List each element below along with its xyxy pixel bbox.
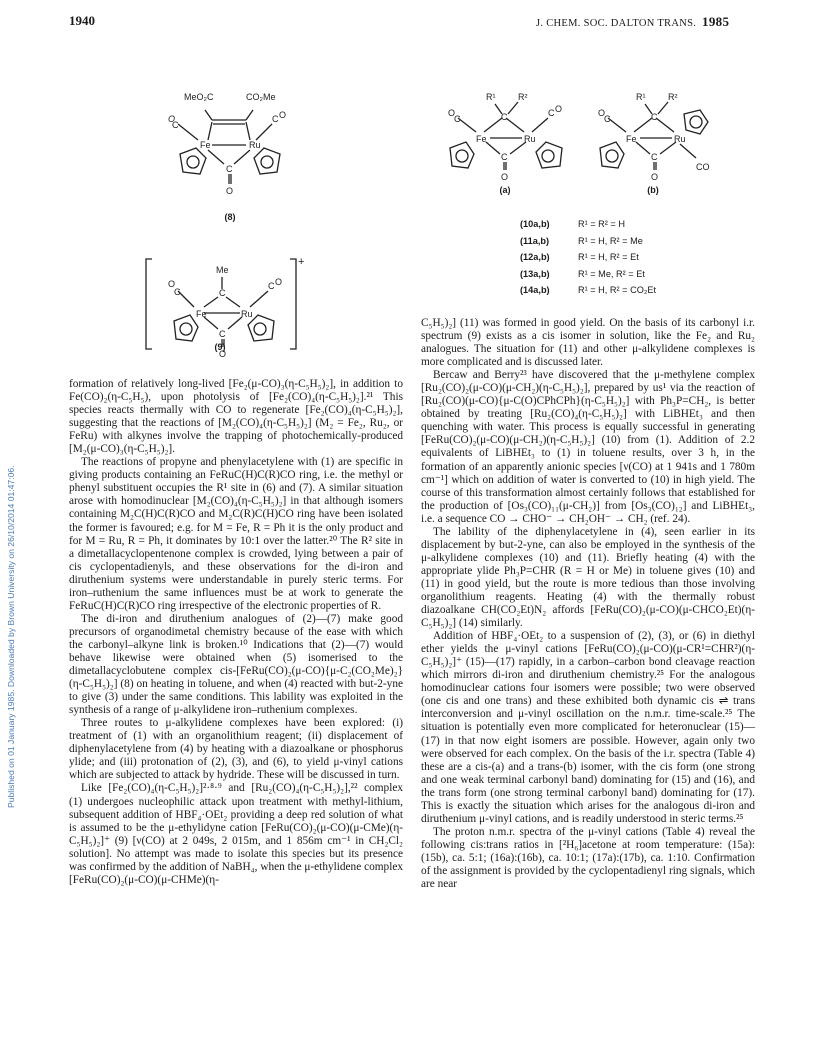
paragraph: Three routes to μ-alkylidene complexes have been explored: (i) treatment of (1) with an organolithium reagent; (ii) displacement of diphenylacetylene from (4) by heating with a diazoalkane or phosphorus ylide; and (iii) protonation of (2), (3), and (6), to yield μ-vinyl cations which are subjected to attack by hydride. These will be discussed in turn. bbox=[69, 717, 403, 782]
sa-ru: Ru bbox=[524, 134, 536, 144]
s9-me: Me bbox=[216, 265, 229, 275]
s8-o-right: O bbox=[279, 110, 287, 120]
s8-c-right: C bbox=[272, 114, 279, 124]
sb-c-top: C bbox=[651, 112, 658, 122]
legend-id: (12a,b) bbox=[520, 252, 550, 262]
s9-o-right: O bbox=[275, 277, 283, 287]
legend-text: R¹ = H, R² = Et bbox=[578, 252, 639, 262]
paragraph: The di-iron and diruthenium analogues of (2)—(7) make good precursors of organodimetal chemistry because of the ease with which the carbonyl–alkyne link is broken.¹⁰ Indications that (2)—(7) would behave likewise were obtained when (5) isomerised to the dimetallacyclobutene complex cis-[FeRu(CO)₂(μ-CO){μ-C₂(CO₂Me)₂}(η-C₅H₅)₂] (8) on heating in toluene, and when (4) reacted with but-2-yne to give (3) under the same conditions. This lability was exploited in the synthesis of a range of μ-alkylidene iron–ruthenium complexes. bbox=[69, 612, 403, 717]
sa-o-left: O bbox=[448, 108, 456, 118]
legend-text: R¹ = H, R² = Me bbox=[578, 235, 643, 246]
sb-o-left: O bbox=[598, 108, 606, 118]
sa-c-left: C bbox=[454, 114, 461, 124]
legend-row bbox=[520, 282, 720, 299]
legend-row bbox=[520, 249, 720, 266]
sb-r1: R¹ bbox=[636, 92, 646, 102]
journal-header bbox=[536, 14, 729, 30]
s9-c-top: C bbox=[219, 288, 226, 298]
substituent-legend bbox=[520, 216, 720, 299]
sb-co-terminal: CO bbox=[696, 162, 710, 172]
sb-c-left: C bbox=[604, 114, 611, 124]
right-column bbox=[421, 317, 755, 891]
journal-name: J. CHEM. SOC. DALTON TRANS. bbox=[536, 18, 697, 29]
structure-8 bbox=[150, 88, 310, 208]
sb-r2: R² bbox=[668, 92, 678, 102]
sb-o-bridge: O bbox=[651, 172, 659, 182]
legend-id: (13a,b) bbox=[520, 268, 550, 279]
s9-c-left: C bbox=[174, 287, 181, 297]
s9-o-bridge: O bbox=[219, 349, 227, 359]
s9-ru: Ru bbox=[241, 309, 253, 319]
legend-id: (11a,b) bbox=[520, 235, 550, 246]
sa-fe: Fe bbox=[476, 134, 487, 144]
left-column bbox=[69, 378, 403, 887]
s8-ester-left: MeO₂C bbox=[184, 92, 214, 102]
s8-o-bridge: O bbox=[226, 186, 234, 196]
paragraph: Like [Fe₂(CO)₄(η-C₅H₅)₂]²·⁸·⁹ and [Ru₂(CO)₄(η-C₅H₅)₂],²² complex (1) undergoes nucleophilic attack upon treatment with methyl-lithium, subsequent addition of HBF₄·OEt₂ providing a deep red solution of what is assumed to be the μ-ethylidyne cation [FeRu(CO)₂(μ-CO)(μ-CMe)(η-C₅H₅)₂]⁺ (9) [ν(CO) at 2 049s, 2 015m, and 1 856m cm⁻¹ in CH₂Cl₂ solution]. No attempt was made to isolate this species but its presence was confirmed by the addition of NaBH₄, when the μ-ethylidene complex [FeRu(CO)₂(μ-CO)(μ-CHMe)(η- bbox=[69, 782, 403, 886]
sa-r1: R¹ bbox=[486, 92, 496, 102]
s9-fe: Fe bbox=[196, 309, 207, 319]
s8-oc-left: O bbox=[168, 114, 176, 124]
structure-a-label: (a) bbox=[499, 185, 511, 195]
legend-row bbox=[520, 266, 720, 283]
structure-b bbox=[590, 88, 720, 183]
legend-id: (14a,b) bbox=[520, 285, 550, 295]
legend-row bbox=[520, 233, 720, 250]
page-number: 1940 bbox=[69, 13, 95, 28]
legend-row bbox=[520, 216, 720, 233]
structure-9-label: (9) bbox=[214, 342, 226, 352]
sa-c-top: C bbox=[501, 112, 508, 122]
download-notice bbox=[4, 190, 20, 810]
structure-b-label: (b) bbox=[647, 185, 659, 195]
s8-ester-right: CO₂Me bbox=[246, 92, 276, 102]
paragraph: formation of relatively long-lived [Fe₂(μ-CO)₃(η-C₅H₅)₂], in addition to Fe(CO)₂(η-C₅H₅), upon photolysis of [Fe₂(CO)₄(η-C₅H₅)₂].²¹ This species reacts thermally with CO to regenerate [Fe₂(CO)₄(η-C₅H₅)₂], suggesting that the reactions of [M₂(CO)₄(η-C₅H₅)₂] (M₂ = Fe₂, Ru₂, or FeRu) with alkynes involve the trapping of photochemically-produced [M₂(μ-CO)₃(η-C₅H₅)₂]. bbox=[69, 378, 403, 456]
paragraph: Bercaw and Berry²³ have discovered that the μ-methylene complex [Ru₂(CO)₂(μ-CO)(μ-CH₂)(η-C₅H₅)₂], prepared by us¹ via the reaction of [Ru₂(CO)(μ-CO){μ-C(O)CPhCPh}(η-C₅H₅)₂] with Ph₃P=CH₂, is better obtained by treating [Ru₂(CO)₄(η-C₅H₅)₂] with LiBHEt₃ and then quenching with water. This process is equally successful in generating [FeRu(CO)₂(μ-CO)(μ-CH₂)(η-C₅H₅)₂] (10) from (1). Addition of 2.2 equivalents of LiBHEt₃ to (1) in toluene results, over 3 h, in the formation of an apparently anionic species [ν(CO) at 1 941s and 1 780m cm⁻¹] which on addition of water is converted to (10) in high yield. The course of this transformation almost certainly follows that established for the production of [Os₃(CO)₁₁(μ-CH₂)] from [Os₃(CO)₁₂] and LiBHEt₃, i.e. a sequence CO → CHO⁻ → CH₂OH⁻ → CH₂ (ref. 24). bbox=[421, 369, 755, 525]
sa-c-right: C bbox=[548, 108, 555, 118]
legend-id: (10a,b) bbox=[520, 219, 550, 229]
s8-c-bridge: C bbox=[226, 164, 233, 174]
legend-text: R¹ = H, R² = CO₂Et bbox=[578, 285, 657, 295]
s9-c-bridge: C bbox=[219, 329, 226, 339]
download-notice-text: Published on 01 January 1985. Downloaded by Brown University on 26/10/2014 01:47:06. bbox=[6, 465, 16, 808]
sa-o-bridge: O bbox=[501, 172, 509, 182]
sa-r2: R² bbox=[518, 92, 528, 102]
s9-c-right: C bbox=[268, 281, 275, 291]
sb-fe: Fe bbox=[626, 134, 637, 144]
s8-c-left: C bbox=[172, 120, 179, 130]
s9-charge: + bbox=[298, 256, 305, 268]
paragraph: C₅H₅)₂] (11) was formed in good yield. On the basis of its carbonyl i.r. spectrum (9) exists as a cis isomer in solution, like the Fe₂ and Ru₂ analogues. The situation for (11) and other μ-alkylidene complexes is more complicated and is discussed later. bbox=[421, 317, 755, 369]
paragraph: The reactions of propyne and phenylacetylene with (1) are specific in giving products containing an FeRuC(H)C(R)CO ring, i.e. the methyl or phenyl substituent occupies the R¹ site in (6) and (7). A similar situation arose with homodinuclear [M₂(CO)₄(η-C₅H₅)₂] in that although isomers containing M₂C(H)C(R)CO and M₂C(R)C(H)CO ring have been isolated the former is favoured; e.g. for M = Fe, R = Ph it is the only product and for M = Ru, R = Ph, it dominates by 10:1 over the latter.²⁰ The R² site in a dimetallacyclopentenone complex is crowded, lying between a pair of cis cyclopentadienyls, and these observations for the di-iron and diruthenium systems were understandable in purely steric terms. For iron–ruthenium the same influences must be at work to generate the FeRuC(H)C(R)CO ring irrespective of the electronic properties of R. bbox=[69, 456, 403, 612]
paragraph: The proton n.m.r. spectra of the μ-vinyl cations (Table 4) reveal the following cis:trans ratios in [²H₆]acetone at room temperature: (15a):(15b), ca. 5:1; (16a):(16b), ca. 10:1; (17a):(17b), ca. 1:10. Confirmation of the assignment is provided by the cyclopentadienyl ring signals, which are near bbox=[421, 825, 755, 891]
legend-text: R¹ = Me, R² = Et bbox=[578, 268, 645, 279]
s8-fe: Fe bbox=[200, 140, 211, 150]
paragraph: The lability of the diphenylacetylene in (4), seen earlier in its displacement by but-2-yne, can also be employed in the synthesis of the μ-alkylidene complexes (10) and (11). Briefly heating (4) with the appropriate ylide Ph₃P=CHR (R = H or Me) in toluene gives (10) and (11) in good yield, but the route is more tedious than those involving organolithium reagents. Heating (4) with the thermally robust diazoalkane CH(CO₂Et)N₂ affords [FeRu(CO)₂(μ-CO)(μ-CHCO₂Et)(η-C₅H₅)₂] (14) similarly. bbox=[421, 525, 755, 630]
paragraph: Addition of HBF₄·OEt₂ to a suspension of (2), (3), or (6) in diethyl ether yields the μ-vinyl cations [FeRu(CO)₂(μ-CO)(μ-CR¹=CHR²)(η-C₅H₅)₂]⁺ (15)—(17) rapidly, in a carbon–carbon bond cleavage reaction which mirrors di-iron and diruthenium chemistry.²⁵ For the analogous homodinuclear cations four isomers were possible; two were observed (one cis and one trans) and these exhibited both dynamic cis ⇌ trans interconversion and μ-vinyl oscillation on the n.m.r. time-scale.²⁵ The situation is potentially even more complicated for heteronuclear (15)—(17) in that now eight isomers are possible. However, again only two were observed for each complex. On the basis of the i.r. spectra (Table 4) these are a cis-(a) and a trans-(b) isomer, with the cis form (one strong and one weak terminal carbonyl band) dominating for (15) and (16), and the trans form (one strong terminal carbonyl band) dominating for (17). This is exactly the situation which arises for the analogous di-iron and diruthenium μ-vinyl cations, and is readily understood in steric terms.²⁵ bbox=[421, 630, 755, 825]
sb-c-bridge: C bbox=[651, 152, 658, 162]
structure-a bbox=[440, 88, 570, 183]
sa-c-bridge: C bbox=[501, 152, 508, 162]
s9-o-left: O bbox=[168, 279, 176, 289]
sa-o-right: O bbox=[555, 104, 563, 114]
journal-year: 1985 bbox=[702, 14, 730, 29]
sb-ru: Ru bbox=[674, 134, 686, 144]
legend-text: R¹ = R² = H bbox=[578, 219, 625, 229]
structure-8-label: (8) bbox=[224, 212, 236, 222]
s8-ru: Ru bbox=[249, 140, 261, 150]
